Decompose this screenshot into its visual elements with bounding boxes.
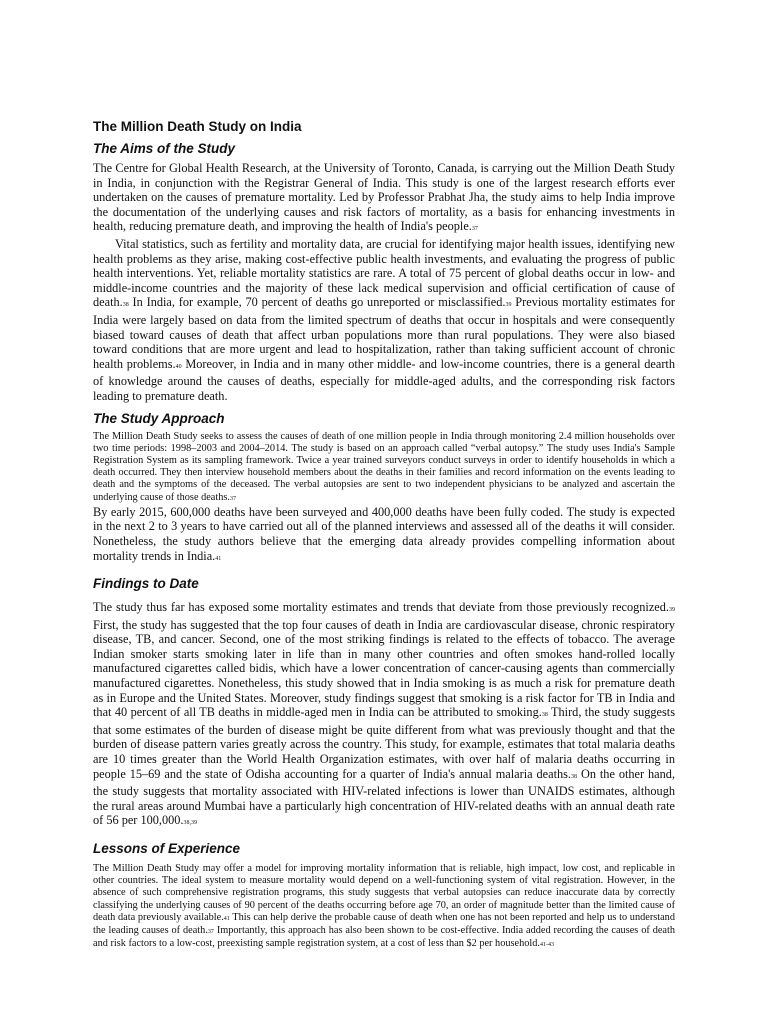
section-heading-aims: The Aims of the Study: [93, 141, 236, 156]
footnote-ref: 41: [215, 555, 222, 562]
footnote-ref: 38: [122, 302, 129, 309]
paragraph-findings-1: The study thus far has exposed some mortality estimates and trends that deviate from those previously recognized.39 First, the study has suggested that the top four causes of death in India are cardiovascular disease, chronic respiratory disease, TB, and cancer. Second, one of the most striking findings is related to the effects of tobacco. The average Indian smoker starts smoking later in life than in many other countries and often smokes hand-rolled locally manufactured cigarettes called bidis, which have a lower concentration of cancer-causing agents than commercially manufactured cigarettes. Nonetheless, this study showed that in India smoking is as much a risk for premature death as in Europe and the United States. Moreover, study findings suggest that smoking is a risk factor for TB in India and that 40 percent of all TB deaths in middle-aged men in India can be attributed to smoking.38 Third, the study suggests that some estimates of the burden of disease might be quite different from what was previously thought and that the burden of disease pattern varies greatly across the country. This study, for example, estimates that total malaria deaths are 10 times greater than the World Health Organization estimates, with over half of malaria deaths occurring in people 15–69 and the state of Odisha accounting for a quarter of India's annual malaria deaths.38 On the other hand, the study suggests that mortality associated with HIV-related infections is lower than UNAIDS estimates, although the rural areas around Mumbai have a particularly high concentration of HIV-related deaths with an annual death rate of 56 per 100,000.38,39: [93, 600, 676, 828]
document-page: [93, 118, 675, 951]
paragraph-lessons-1: The Million Death Study may offer a model for improving mortality information that is reliable, high impact, low cost, and replicable in other countries. The ideal system to measure mortality would depend on a well-functioning system of vital registration. However, in the absence of such comprehensive registration programs, this study suggests that verbal autopsies can reduce inaccurate data by correctly classifying the underlying causes of 90 percent of the deaths occurring before age 70, an order of magnitude better than the limited cause of death data previously available.41 This can help derive the probable cause of death when one has not been reported and help us to understand the leading causes of death.37 Importantly, this approach has also been shown to be cost-effective. India added recording the causes of death and risk factors to a low-cost, preexisting sample registration system, at a cost of less than $2 per household.41-43: [93, 863, 675, 950]
footnote-ref: 37: [229, 495, 236, 502]
footnote-ref: 38: [571, 773, 578, 780]
footnote-ref: 39: [669, 607, 675, 614]
paragraph-approach-2: By early 2015, 600,000 deaths have been surveyed and 400,000 deaths have been fully coded. The study is expected in the next 2 to 3 years to have carried out all of the planned interviews and assessed all of the deaths it will consider. Nonetheless, the study authors believe that the emerging data already provides compelling information about mortality trends in India.41: [93, 504, 675, 563]
document-title: The Million Death Study on India: [93, 119, 302, 134]
section-heading-lessons: Lessons of Experience: [93, 841, 241, 856]
paragraph-aims-2: Vital statistics, such as fertility and mortality data, are crucial for identifying major health issues, identifying new health problems as they arise, making cost-effective public health investments, and evaluating the progress of public health interventions. Yet, reliable mortality statistics are rare. A total of 75 percent of global deaths occur in low- and middle-income countries and the majority of these lack medical supervision and official certification of cause of death.38 In India, for example, 70 percent of deaths go unreported or misclassified.39 Previous mortality estimates for India were largely based on data from the limited spectrum of deaths that occur in hospitals and were consequently biased toward causes of death that affect urban populations more than rural populations. They were also biased toward conditions that are more urgent and lead to hospitalization, rather than taking sufficient account of chronic health problems.40 Moreover, in India and in many other middle- and low-income countries, there is a general dearth of knowledge around the causes of deaths, especially for middle-aged adults, and the corresponding risk factors leading to premature death.: [93, 236, 675, 403]
paragraph-approach-1: The Million Death Study seeks to assess the causes of death of one million people in India through monitoring 2.4 million households over two time periods: 1998–2003 and 2004–2014. The study is based on an approach called “verbal autopsy.” The study uses India's Sample Registration System as its sampling framework. Twice a year trained surveyors conduct surveys in order to identify households in which a death occurred. They then interview household members about the deaths in their families and record information on the events leading to death and the symptoms of the deceased. The verbal autopsies are sent to two independent physicians to be analyzed and ascertain the underlying cause of those deaths.37: [93, 430, 675, 503]
footnote-ref: 40: [175, 363, 182, 370]
footnote-ref: 38: [541, 712, 548, 719]
paragraph-aims-1: The Centre for Global Health Research, at the University of Toronto, Canada, is carrying out the Million Death Study in India, in conjunction with the Registrar General of India. This study is one of the largest research efforts ever undertaken on the causes of premature mortality. Led by Professor Prabhat Jha, the study aims to help India improve the documentation of the underlying causes and risk factors of mortality, as a basis for enhancing investments in health, reducing premature death, and improving the health of India's people.37: [93, 161, 675, 234]
footnote-ref: 41-43: [539, 942, 554, 949]
footnote-ref: 41: [223, 915, 230, 922]
section-heading-approach: The Study Approach: [93, 410, 225, 426]
footnote-ref: 37: [471, 226, 478, 233]
footnote-ref: 37: [207, 929, 214, 936]
footnote-ref: 39: [505, 302, 512, 309]
section-heading-findings: Findings to Date: [93, 576, 199, 592]
footnote-ref: 38,39: [183, 820, 198, 827]
